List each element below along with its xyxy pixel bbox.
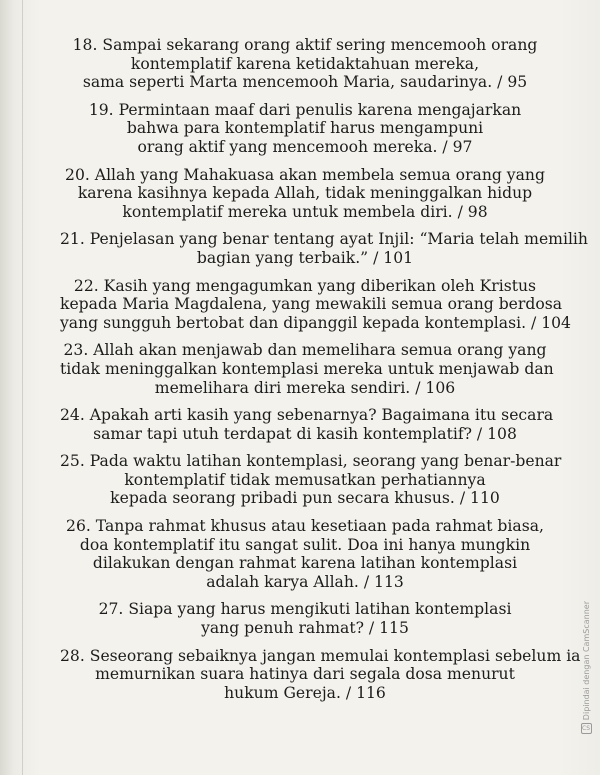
- toc-entry: [60, 600, 550, 637]
- camscanner-watermark: [579, 601, 593, 761]
- toc-entry-line: yang sungguh bertobat dan dipanggil kepada kontemplasi. / 104: [60, 313, 571, 332]
- toc-entry-line: 20. Allah yang Mahakuasa akan membela semua orang yang: [65, 165, 545, 184]
- toc-entry-line: 22. Kasih yang mengagumkan yang diberikan oleh Kristus: [73, 276, 537, 295]
- toc-entry: [60, 341, 554, 397]
- toc-entry-line: memurnikan suara hatinya dari segala dosa menurut: [95, 665, 515, 684]
- toc-entry-line: hukum Gereja. / 116: [224, 683, 386, 702]
- toc-entry-line: tidak meninggalkan kontemplasi mereka untuk menjawab dan: [60, 359, 554, 378]
- toc-entry-line: 18. Sampai sekarang orang aktif sering mencemooh orang: [72, 36, 538, 54]
- toc-entry-line: kepada Maria Magdalena, yang mewakili semua orang berdosa: [60, 295, 563, 314]
- toc-entry-line: kontemplatif karena ketidaktahuan mereka,: [130, 54, 480, 73]
- toc-entry-line: 19. Permintaan maaf dari penulis karena mengajarkan: [88, 100, 522, 119]
- toc-entry-line: 26. Tanpa rahmat khusus atau kesetiaan pada rahmat biasa,: [66, 517, 544, 536]
- toc-entry: [60, 646, 581, 703]
- toc-entry-line: bahwa para kontemplatif harus mengampuni: [126, 119, 484, 138]
- toc-entry: [60, 276, 571, 333]
- toc-entry-line: 24. Apakah arti kasih yang sebenarnya? Bagaimana itu secara: [60, 406, 554, 425]
- watermark-text: Dipindai dengan CamScanner: [581, 601, 591, 721]
- toc-entry-line: memelihara diri mereka sendiri. / 106: [154, 378, 456, 397]
- toc-entry-line: dilakukan dengan rahmat karena latihan kontemplasi: [92, 554, 518, 573]
- toc-entry: [60, 230, 588, 267]
- camscanner-icon: CS: [582, 725, 590, 733]
- toc-entry-line: 25. Pada waktu latihan kontemplasi, seorang yang benar-benar: [60, 452, 562, 471]
- toc-entry-line: adalah karya Allah. / 113: [206, 572, 404, 591]
- toc-entry-line: doa kontemplatif itu sangat sulit. Doa ini hanya mungkin: [79, 535, 531, 554]
- toc-entry: [60, 101, 550, 157]
- toc-entry-line: 27. Siapa yang harus mengikuti latihan kontemplasi: [98, 600, 512, 619]
- toc-entry-line: 28. Seseorang sebaiknya jangan memulai kontemplasi sebelum ia: [60, 646, 581, 665]
- toc-entry: [60, 166, 550, 222]
- toc-entry-line: 21. Penjelasan yang benar tentang ayat Injil: “Maria telah memilih: [60, 230, 588, 249]
- toc-entry: [60, 517, 550, 591]
- toc-entry-line: kontemplatif mereka untuk membela diri. / 98: [122, 202, 488, 221]
- toc-entry-line: samar tapi utuh terdapat di kasih kontemplatif? / 108: [93, 424, 517, 443]
- toc-entry-line: yang penuh rahmat? / 115: [201, 619, 409, 638]
- toc-entry-line: karena kasihnya kepada Allah, tidak meninggalkan hidup: [77, 184, 533, 203]
- binding-gutter: [22, 0, 23, 775]
- toc-entry-line: orang aktif yang mencemooh mereka. / 97: [137, 137, 473, 156]
- toc-entry-line: 23. Allah akan menjawab dan memelihara semua orang yang: [63, 341, 547, 360]
- toc-entry-line: sama seperti Marta mencemooh Maria, saudarinya. / 95: [82, 73, 528, 92]
- toc-entry-line: kepada seorang pribadi pun secara khusus. / 110: [110, 489, 500, 508]
- toc-entry: [60, 36, 550, 92]
- toc-entry-line: bagian yang terbaik.” / 101: [196, 248, 414, 267]
- toc-entry: [60, 452, 562, 508]
- toc-entry-line: kontemplatif tidak memusatkan perhatiannya: [124, 470, 486, 489]
- toc-entry: [60, 406, 554, 443]
